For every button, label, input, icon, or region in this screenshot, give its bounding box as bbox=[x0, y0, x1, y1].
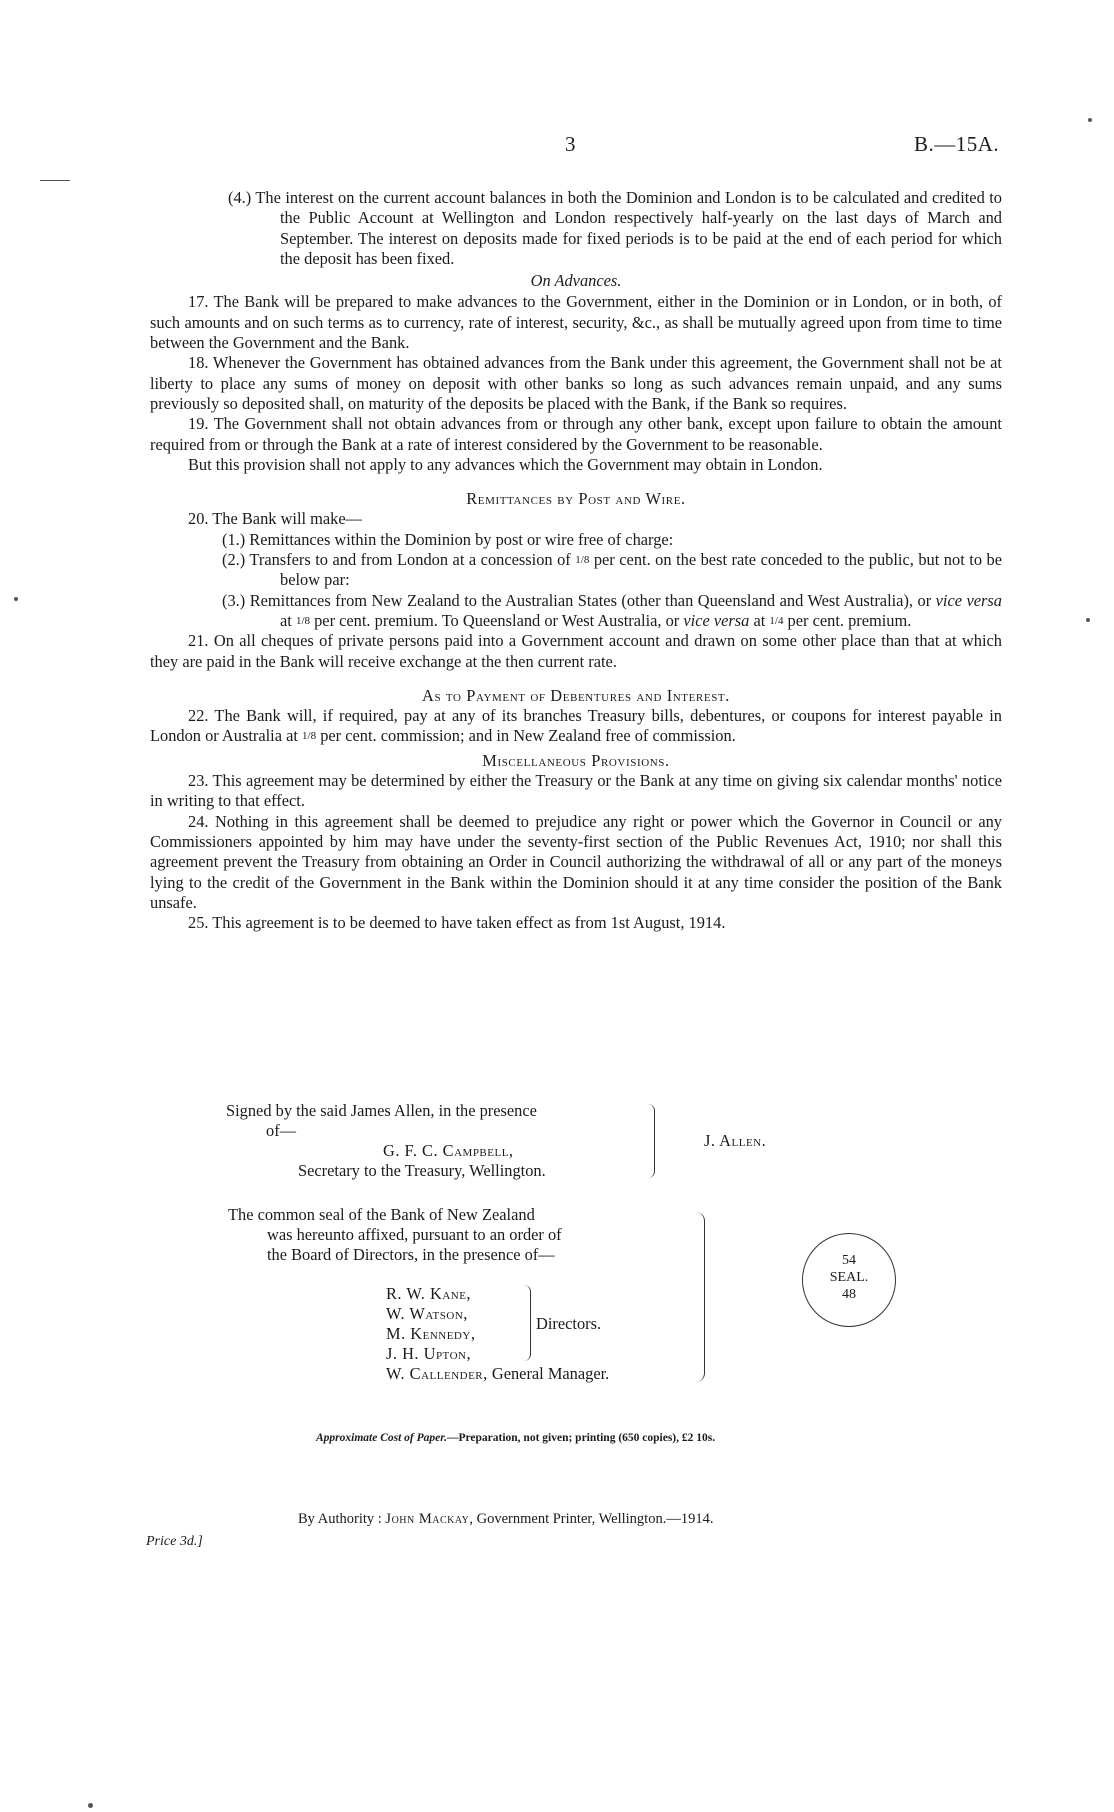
signed-by-line: Signed by the said James Allen, in the presence bbox=[226, 1101, 537, 1120]
paragraph-20-1: (1.) Remittances within the Dominion by post or wire free of charge: bbox=[222, 529, 674, 549]
paragraph-21: 21. On all cheques of private persons paid into a Government account and drawn on some other place than that at which they are paid in the Bank will receive exchange at the then current rate. bbox=[150, 631, 1002, 671]
paragraph-19-proviso: But this provision shall not apply to any advances which the Government may obtain in London. bbox=[188, 454, 823, 474]
paragraph-25: 25. This agreement is to be deemed to have taken effect as from 1st August, 1914. bbox=[188, 913, 726, 933]
brace bbox=[524, 1285, 531, 1361]
printer-name: John Mackay bbox=[385, 1511, 470, 1527]
witness-name: G. F. C. Campbell, bbox=[383, 1141, 514, 1160]
directors-label: Directors. bbox=[536, 1314, 602, 1333]
brace bbox=[648, 1104, 655, 1178]
scan-mark bbox=[14, 597, 18, 601]
paragraph-23: 23. This agreement may be determined by either the Treasury or the Bank at any time on giving six calendar months' notice in writing to that effect. bbox=[150, 771, 1002, 811]
paragraph-4: (4.) The interest on the current account balances in both the Dominion and London is to be calculated and credited to the Public Account at Wellington and London respectively half-yearly on the last days of March and September. The interest on deposits made for fixed periods is to be paid at the end of each period for which the deposit has been fixed. bbox=[228, 188, 1002, 268]
brace bbox=[696, 1212, 705, 1382]
paragraph-20-2: (2.) Transfers to and from London at a concession of 1/8 per cent. on the best rate conceded to the public, but not to be below par: bbox=[222, 550, 1002, 590]
common-seal-line-2: was hereunto affixed, pursuant to an order of bbox=[267, 1225, 562, 1244]
heading-on-advances: On Advances. bbox=[530, 271, 622, 291]
paragraph-24: 24. Nothing in this agreement shall be deemed to prejudice any right or power which the Governor in Council or any Commissioners appointed by him may have under the seventy-first section of the Public Revenues Act, 1910; nor shall this agreement prevent the Treasury from obtaining an Order in Council authorizing the withdrawal of all or any part of the moneys lying to the credit of the Government in the Bank within the Dominion should it at any time consider the position of the Bank unsafe. bbox=[150, 811, 1002, 912]
paragraph-19: 19. The Government shall not obtain advances from or through any other bank, except upon failure to obtain the amount required from or through the Bank at a rate of interest considered by the Government to be reasonable. bbox=[150, 414, 1002, 454]
witness-title: Secretary to the Treasury, Wellington. bbox=[298, 1161, 546, 1180]
heading-remittances: Remittances by Post and Wire. bbox=[466, 489, 686, 509]
scan-mark bbox=[40, 180, 70, 181]
general-manager-line bbox=[386, 1364, 609, 1384]
document-reference: B.—15A. bbox=[914, 132, 1000, 156]
common-seal-line-1: The common seal of the Bank of New Zealand bbox=[228, 1205, 535, 1224]
manager-title: General Manager. bbox=[491, 1364, 610, 1383]
common-seal-line-3: the Board of Directors, in the presence of— bbox=[267, 1245, 555, 1264]
signed-by-line-2: of— bbox=[266, 1121, 297, 1140]
page-number: 3 bbox=[565, 132, 576, 156]
paragraph-20-3: (3.) Remittances from New Zealand to the Australian States (other than Queensland and West Australia), or vice versa at 1/8 per cent. premium. To Queensland or West Australia, or vice versa at 1/4 per cent. premium. bbox=[222, 590, 1003, 630]
seal-number-bottom: 48 bbox=[842, 1287, 856, 1302]
agreement-body bbox=[150, 188, 1002, 933]
printer-authority: By Authority : John Mackay, Government Printer, Wellington.—1914. bbox=[298, 1511, 714, 1527]
director-2: W. Watson, bbox=[386, 1304, 468, 1323]
paragraph-20: 20. The Bank will make— bbox=[188, 509, 363, 529]
paragraph-17: 17. The Bank will be prepared to make advances to the Government, either in the Dominion or in London, or in both, of such amounts and on such terms as to currency, rate of interest, security, &c., as shall be mutually agreed upon from time to time between the Government and the Bank. bbox=[150, 292, 1002, 353]
heading-debentures: As to Payment of Debentures and Interest. bbox=[422, 685, 730, 705]
heading-miscellaneous: Miscellaneous Provisions. bbox=[482, 750, 670, 770]
manager-name: W. Callender, bbox=[386, 1364, 488, 1383]
paragraph-18: 18. Whenever the Government has obtained advances from the Bank under this agreement, the Government shall not be at liberty to place any sums of money on deposit with other banks so long as such advances remain unpaid, and any sums previously so deposited shall, on maturity of the deposits be placed with the Bank, if the Bank so requires. bbox=[150, 353, 1002, 413]
director-3: M. Kennedy, bbox=[386, 1324, 476, 1343]
cost-of-paper-note bbox=[316, 1432, 715, 1444]
scan-mark bbox=[1086, 618, 1090, 622]
bank-seal bbox=[802, 1233, 896, 1327]
director-4: J. H. Upton, bbox=[386, 1344, 472, 1363]
scan-mark bbox=[88, 1803, 93, 1808]
director-1: R. W. Kane, bbox=[386, 1284, 472, 1303]
scan-mark bbox=[1088, 118, 1092, 122]
seal-label: SEAL. bbox=[829, 1270, 869, 1285]
price: Price 3d.] bbox=[146, 1534, 203, 1549]
signer-name: J. Allen. bbox=[704, 1131, 767, 1150]
fraction: 1/4 bbox=[769, 614, 784, 627]
paragraph-22: 22. The Bank will, if required, pay at any of its branches Treasury bills, debentures, or coupons for interest payable in London or Australia at 1/8 per cent. commission; and in New Zealand free of commission. bbox=[150, 706, 1002, 746]
cost-text: —Preparation, not given; printing (650 copies), £2 10s. bbox=[446, 1432, 716, 1444]
cost-label: Approximate Cost of Paper. bbox=[316, 1432, 447, 1444]
fraction: 1/8 bbox=[575, 554, 590, 567]
fraction: 1/8 bbox=[302, 730, 317, 743]
seal-number-top: 54 bbox=[842, 1253, 856, 1268]
fraction: 1/8 bbox=[295, 614, 310, 627]
